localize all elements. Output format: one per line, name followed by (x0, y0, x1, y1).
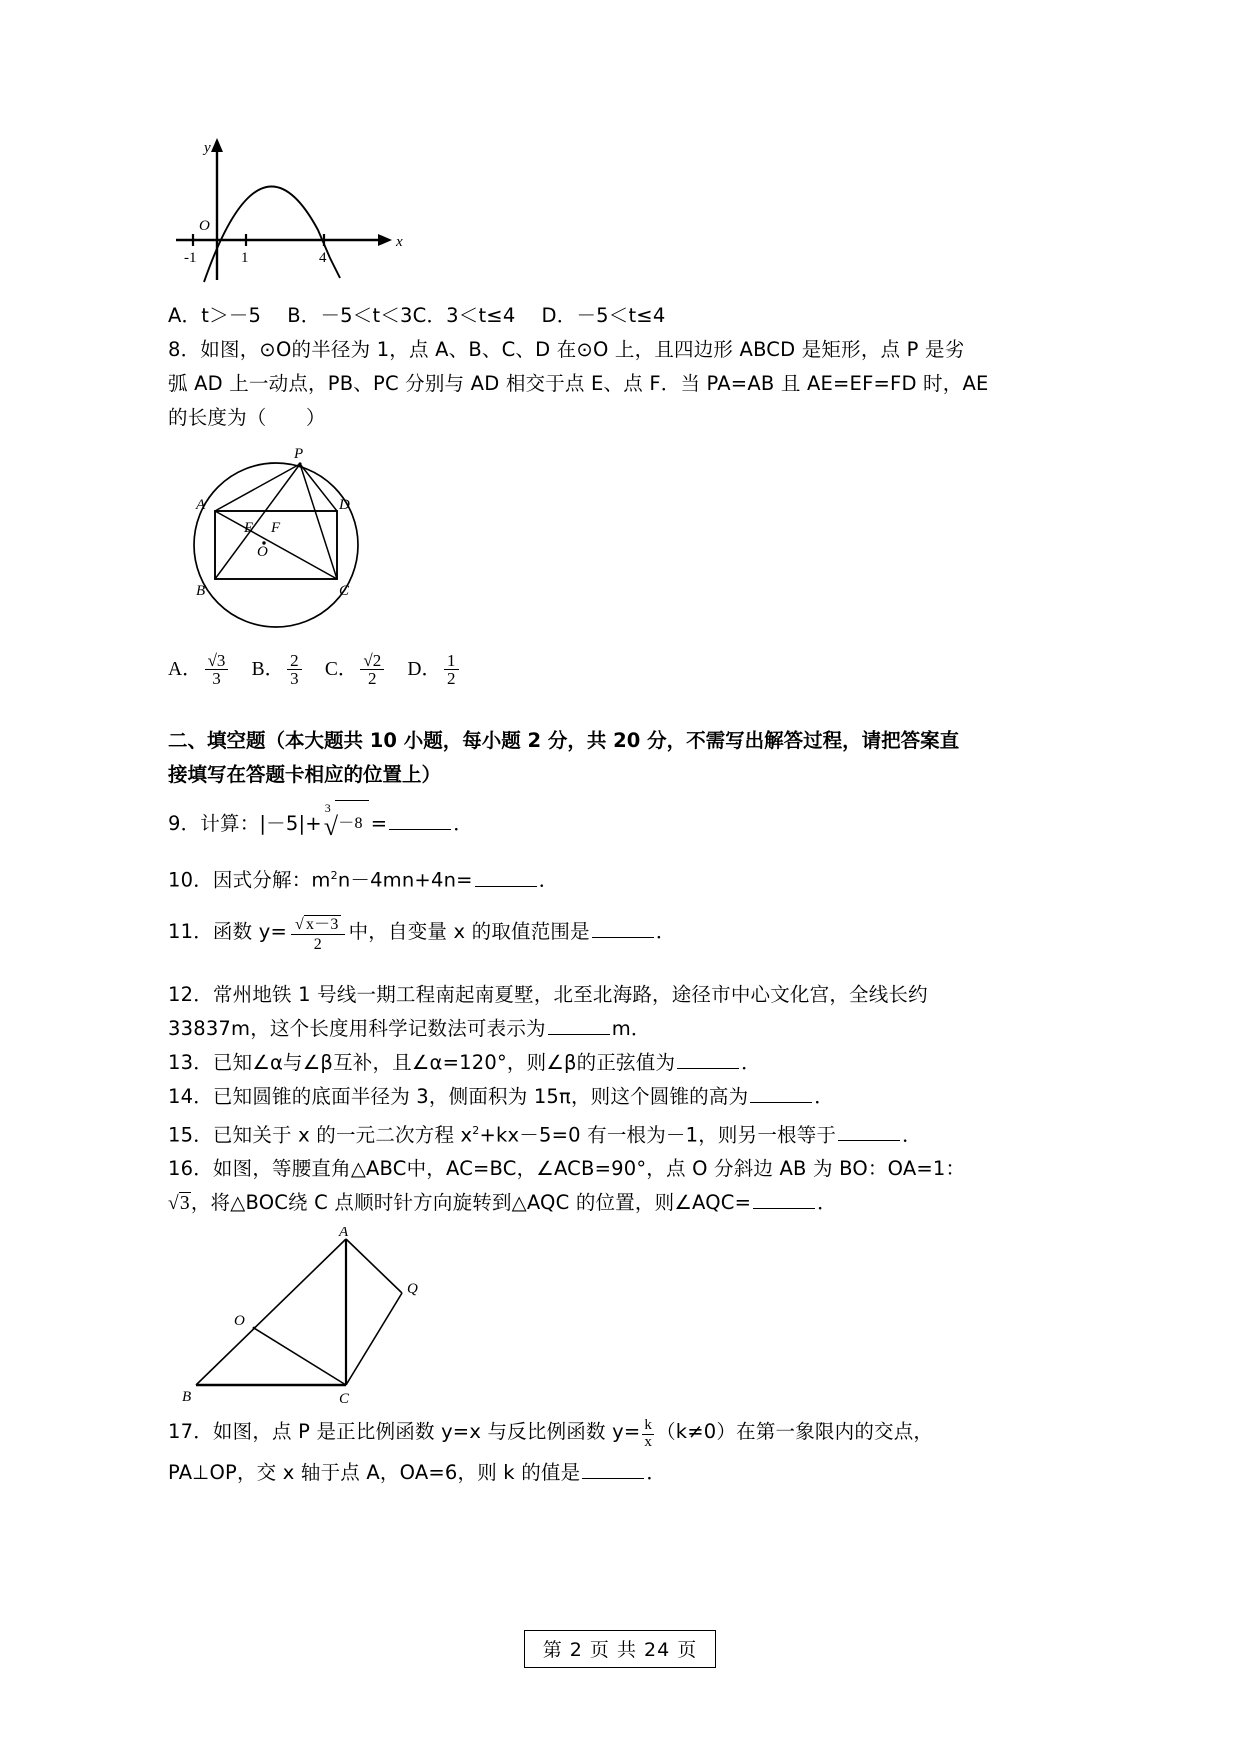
question-16 (168, 1152, 1098, 1221)
tick-label-4: 4 (319, 250, 327, 266)
q8-line-1: 8．如图，⊙O的半径为 1，点 A、B、C、D 在⊙O 上，且四边形 ABCD 是矩形，点 P 是劣 (168, 338, 965, 361)
fraction-c: $\frac{√2}{2}$ (360, 652, 384, 689)
q15-prefix: 15．已知关于 x 的一元二次方程 x (168, 1123, 473, 1147)
q16-line2-suffix: ． (817, 1191, 837, 1215)
page-number-label: 第 2 页 共 24 页 (524, 1630, 716, 1668)
question-15 (168, 1114, 1098, 1153)
q8-choice-c: C． $\frac{√2}{2}$ (325, 649, 387, 690)
q16-line-2 (168, 1186, 1098, 1221)
q17-line-1 (168, 1411, 1098, 1453)
q12-line-1: 12．常州地铁 1 号线一期工程南起南夏墅，北至北海路，途径市中心文化宫，全线长约 (168, 982, 928, 1006)
q15-suffix: ． (902, 1123, 922, 1147)
section-2-line-2: 接填写在答题卡相应的位置上） (168, 763, 442, 786)
tick-label-neg1: -1 (184, 250, 197, 266)
y-axis-label: y (204, 140, 211, 156)
q10-answer-blank[interactable] (475, 871, 537, 887)
question-11 (168, 912, 1098, 956)
q8-choice-a: A． $\frac{√3}{3}$ (168, 649, 231, 690)
question-17 (168, 1411, 1098, 1493)
circle-rectangle-svg (176, 443, 391, 643)
q15-answer-blank[interactable] (838, 1125, 900, 1141)
label-e: E (244, 520, 254, 536)
q8-circle-figure (168, 443, 1098, 647)
q16-line2-prefix: ，将△BOC绕 C 点顺时针方向旋转到△AQC 的位置，则∠AQC= (190, 1191, 752, 1215)
origin-label: O (199, 218, 210, 234)
section-2-heading (168, 724, 1098, 792)
x-axis-label: x (396, 234, 403, 250)
q11-denominator: 2 (291, 934, 345, 956)
question-13 (168, 1046, 1098, 1080)
label-d: D (339, 497, 350, 513)
q16-line-1: 16．如图，等腰直角△ABC中，AC=BC，∠ACB=90°，点 O 分斜边 AB 为 BO：OA=1： (168, 1157, 966, 1181)
fraction-b: $\frac{2}{3}$ (287, 652, 302, 689)
q13-answer-blank[interactable] (677, 1053, 739, 1069)
fraction-d: $\frac{1}{2}$ (444, 652, 459, 689)
label-a: A (196, 497, 206, 513)
fraction-a: $\frac{√3}{3}$ (205, 652, 229, 689)
page-footer (0, 1630, 1240, 1668)
q17-line2-text: PA⊥OP，交 x 轴于点 A，OA=6，则 k 的值是 (168, 1461, 581, 1485)
question-10 (168, 859, 1098, 898)
q17-fraction: $\frac{k}{x}$ (644, 1417, 653, 1450)
q17-line1-suffix: （k≠0）在第一象限内的交点， (656, 1420, 934, 1444)
q14-prefix: 14．已知圆锥的底面半径为 3，侧面积为 15π，则这个圆锥的高为 (168, 1084, 749, 1108)
q9-answer-blank[interactable] (389, 814, 451, 830)
q12-line-2 (168, 1012, 1098, 1046)
q13-prefix: 13．已知∠α与∠β互补，且∠α=120°，则∠β的正弦值为 (168, 1050, 676, 1074)
q17-line1-prefix: 17．如图，点 P 是正比例函数 y=x 与反比例函数 y= (168, 1420, 641, 1444)
q9-equals: = (370, 812, 388, 835)
q12-answer-blank[interactable] (548, 1019, 610, 1035)
label-c: C (339, 583, 350, 599)
label-b: B (196, 583, 206, 599)
triangle-rotation-svg (178, 1227, 468, 1407)
question-12 (168, 978, 1098, 1046)
q14-answer-blank[interactable] (750, 1087, 812, 1103)
q12-line2-prefix: 33837m，这个长度用科学记数法可表示为 (168, 1016, 546, 1040)
q17-line-2 (168, 1453, 1098, 1493)
q16-radical: √3 (168, 1193, 190, 1215)
q11-fraction (291, 916, 345, 956)
tick-label-1: 1 (241, 250, 249, 266)
q15-exponent: 2 (472, 1123, 480, 1137)
question-9 (168, 800, 1098, 849)
q11-prefix: 11．函数 y= (168, 919, 287, 943)
q8-choice-b: B． $\frac{2}{3}$ (252, 649, 305, 690)
label-c: C (339, 1391, 350, 1408)
q11-suffix: ． (655, 919, 676, 943)
q11-numerator: √ x－3 (295, 915, 339, 933)
q7-parabola-figure (168, 130, 1098, 289)
label-q: Q (407, 1281, 418, 1298)
q11-mid: 中，自变量 x 的取值范围是 (348, 919, 590, 943)
q9-prefix: 9．计算：|－5|+ (168, 812, 322, 835)
q16-triangle-figure (168, 1227, 1098, 1411)
q17-answer-blank[interactable] (582, 1463, 644, 1479)
cube-root-symbol: 3 √－8 (324, 800, 369, 849)
q15-mid: +kx－5=0 有一根为－1，则另一根等于 (479, 1123, 837, 1147)
label-p: P (294, 446, 304, 462)
q13-suffix: ． (741, 1050, 761, 1074)
q7-choices: A．t＞－5 B．－5＜t＜3C．3＜t≤4 D．－5＜t≤4 (168, 304, 666, 327)
parabola-svg (168, 130, 428, 285)
question-14 (168, 1080, 1098, 1114)
page-content (168, 130, 1098, 1493)
q8-line-2: 弧 AD 上一动点，PB、PC 分别与 AD 相交于点 E、点 F．当 PA=AB 且 AE=EF=FD 时，AE (168, 372, 989, 395)
q14-suffix: ． (814, 1084, 834, 1108)
label-f: F (271, 520, 281, 536)
q10-exponent: 2 (330, 869, 338, 882)
label-a: A (339, 1227, 349, 1241)
label-o: O (234, 1313, 245, 1330)
q17-line2-suffix: ． (646, 1461, 667, 1485)
question-8 (168, 333, 1098, 435)
q10-mid: n－4mn+4n= (337, 868, 473, 892)
q12-line2-suffix: m． (611, 1016, 651, 1040)
q11-answer-blank[interactable] (592, 922, 654, 938)
q8-choice-d: D． $\frac{1}{2}$ (407, 649, 461, 690)
label-o: O (257, 544, 268, 560)
q8-line-3: 的长度为（ ） (168, 406, 326, 429)
q9-suffix: ． (453, 812, 473, 835)
q10-suffix: ． (538, 868, 559, 892)
q8-choices (168, 649, 1098, 690)
q10-prefix: 10．因式分解：m (168, 868, 331, 892)
q16-answer-blank[interactable] (753, 1193, 815, 1209)
section-2-line-1: 二、填空题（本大题共 10 小题，每小题 2 分，共 20 分，不需写出解答过程，请把答案直 (168, 729, 960, 752)
label-b: B (182, 1389, 192, 1406)
